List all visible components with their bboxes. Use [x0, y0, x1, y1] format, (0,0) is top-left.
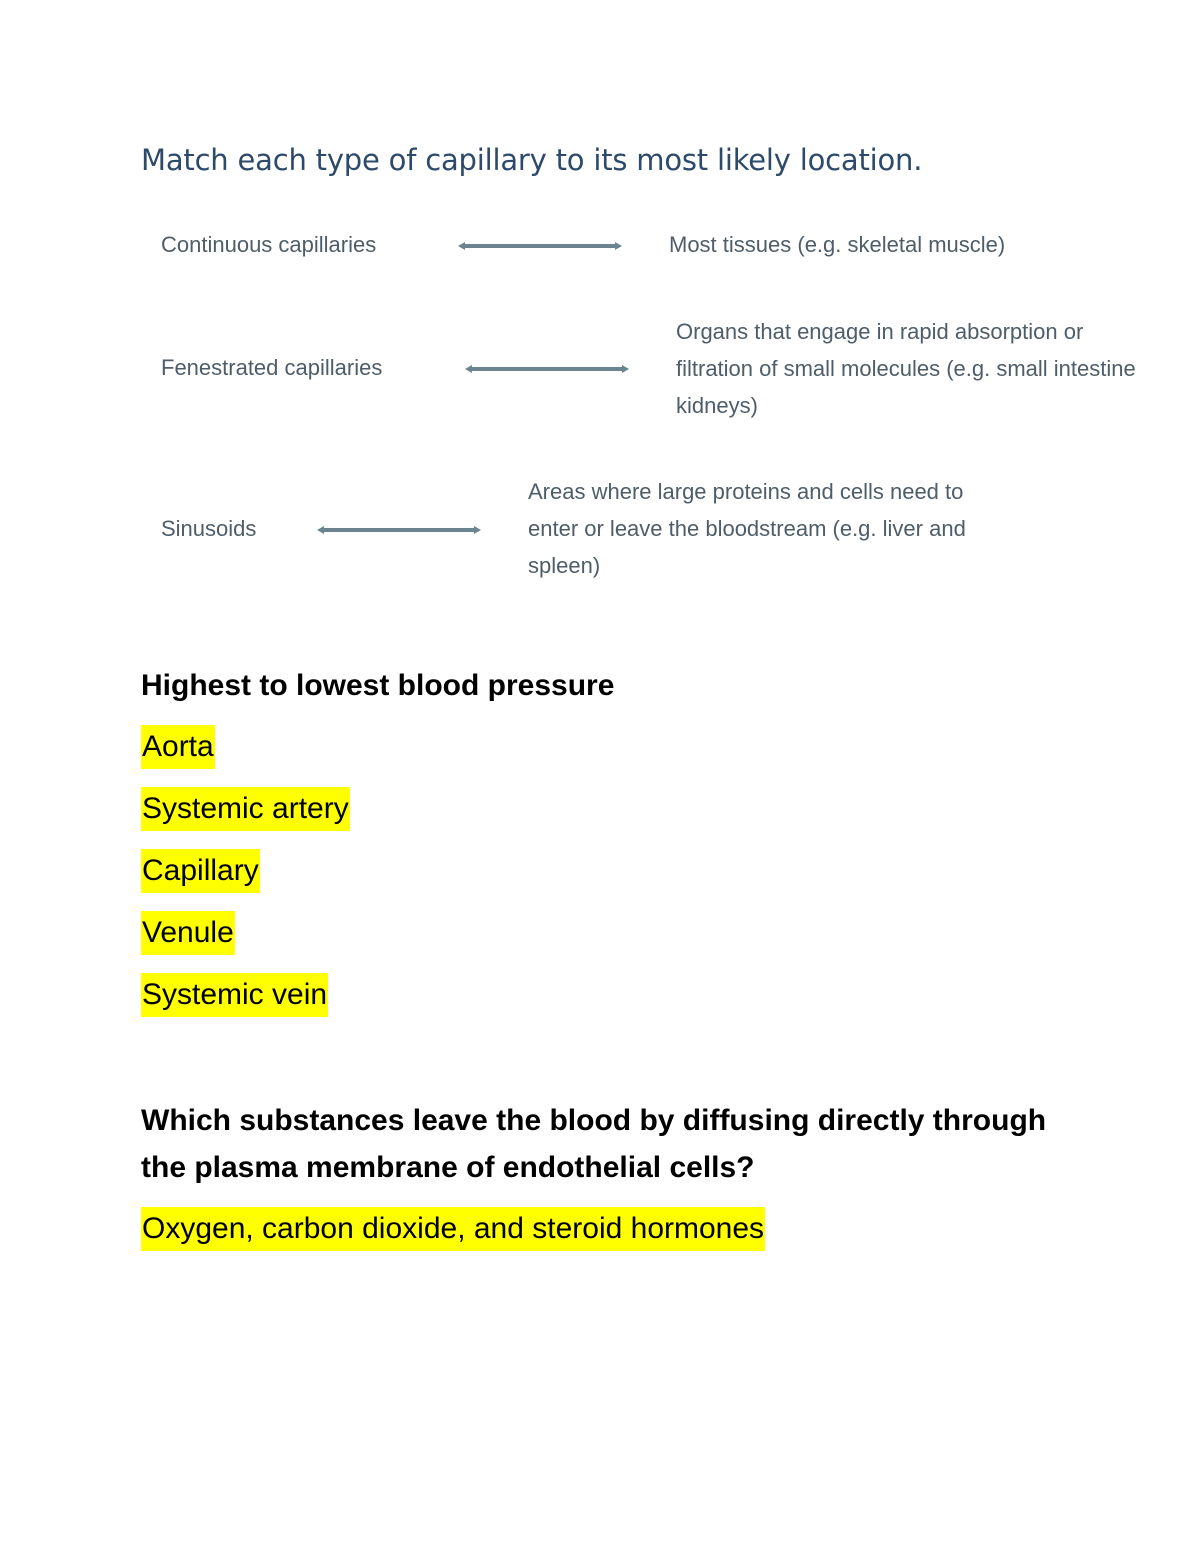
capillary-type-sinusoids: Sinusoids — [161, 516, 257, 541]
diffusion-heading — [141, 1097, 1046, 1191]
capillary-location-sinusoids — [528, 473, 966, 584]
diffusion-answer: Oxygen, carbon dioxide, and steroid hormones — [141, 1207, 765, 1251]
match-question-title: Match each type of capillary to its most likely location. — [141, 143, 923, 177]
pressure-answer-aorta: Aorta — [141, 725, 215, 769]
capillary-type-continuous: Continuous capillaries — [161, 232, 377, 257]
capillary-location-continuous: Most tissues (e.g. skeletal muscle) — [669, 232, 1006, 257]
location-line: spleen) — [528, 553, 601, 578]
pressure-answer-systemic-vein: Systemic vein — [141, 973, 328, 1017]
pressure-answer-venule: Venule — [141, 911, 235, 955]
location-line: enter or leave the bloodstream (e.g. liver and — [528, 516, 966, 541]
double-arrow-icon — [317, 525, 481, 535]
double-arrow-icon — [458, 241, 622, 251]
location-line: Organs that engage in rapid absorption or — [676, 319, 1084, 344]
capillary-type-fenestrated: Fenestrated capillaries — [161, 355, 383, 380]
location-line: filtration of small molecules (e.g. small intestine — [676, 356, 1136, 381]
pressure-heading: Highest to lowest blood pressure — [141, 669, 615, 702]
diffusion-heading-line: the plasma membrane of endothelial cells? — [141, 1151, 755, 1184]
location-line: kidneys) — [676, 393, 758, 418]
location-line: Areas where large proteins and cells need to — [528, 479, 964, 504]
pressure-answer-systemic-artery: Systemic artery — [141, 787, 350, 831]
capillary-location-fenestrated — [676, 313, 1136, 424]
double-arrow-icon — [465, 364, 629, 374]
pressure-answer-capillary: Capillary — [141, 849, 260, 893]
diffusion-heading-line: Which substances leave the blood by diffusing directly through — [141, 1104, 1047, 1137]
